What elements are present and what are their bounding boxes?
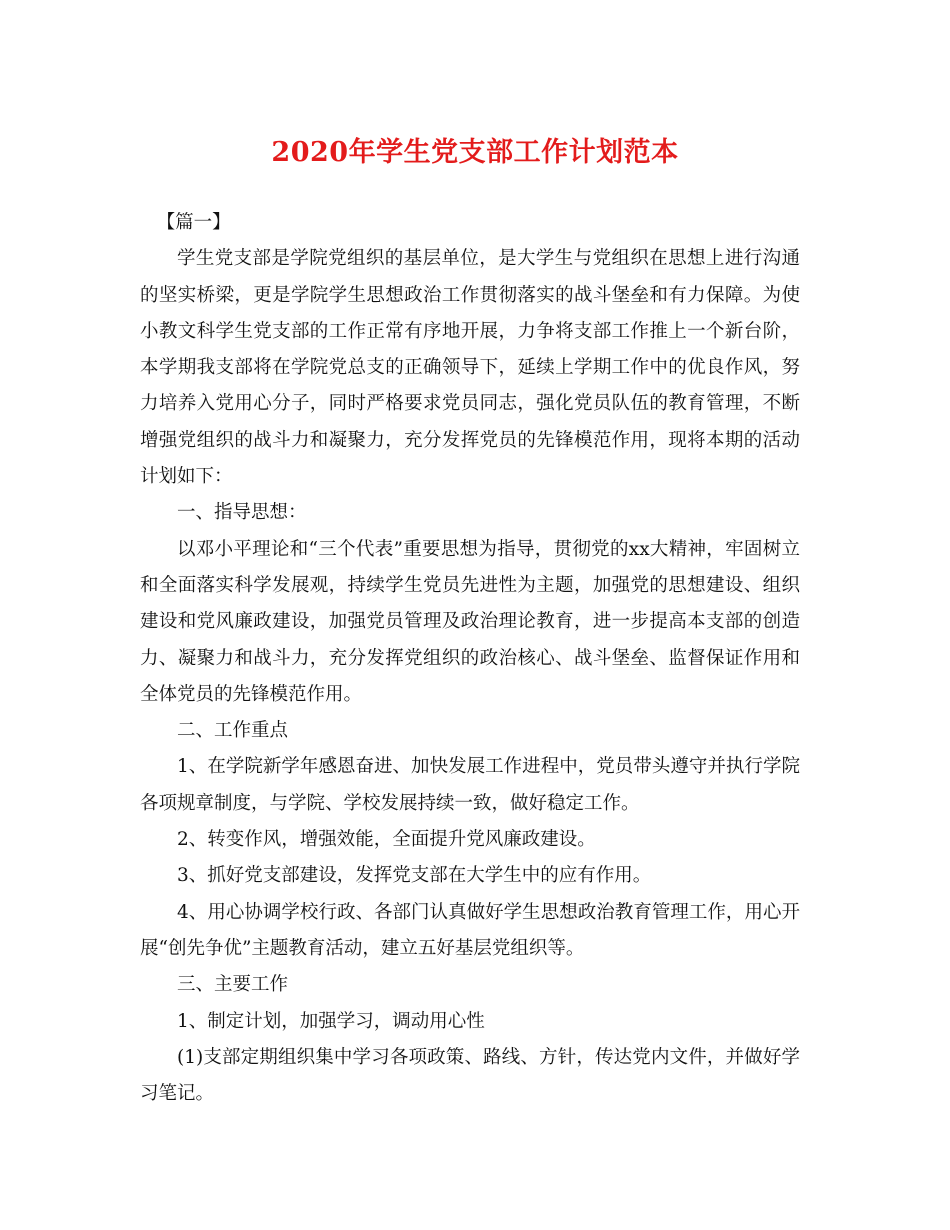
guiding-thought-paragraph: 以邓小平理论和“三个代表”重要思想为指导，贯彻党的xx大精神，牢固树立和全面落实科学发展观，持续学生党员先进性为主题，加强党的思想建设、组织建设和党风廉政建设，加强党员管理及政治理论教育，进一步提高本支部的创造力、凝聚力和战斗力，充分发挥党组织的政治核心、战斗堡垒、监督保证作用和全体党员的先锋模范作用。	[140, 538, 800, 705]
intro-paragraph: 学生党支部是学院党组织的基层单位，是大学生与党组织在思想上进行沟通的坚实桥梁，更是学院学生思想政治工作贯彻落实的战斗堡垒和有力保障。为使小教文科学生党支部的工作正常有序地开展，力争将支部工作推上一个新台阶，本学期我支部将在学院党总支的正确领导下，延续上学期工作中的优良作风，努力培养入党用心分子，同时严格要求党员同志，强化党员队伍的教育管理，不断增强党组织的战斗力和凝聚力，充分发挥党员的先锋模范作用，现将本期的活动计划如下：	[140, 248, 800, 488]
work-focus-item-1: 1、在学院新学年感恩奋进、加快发展工作进程中，党员带头遵守并执行学院各项规章制度，与学院、学校发展持续一致，做好稳定工作。	[140, 756, 800, 814]
section-heading-work-focus: 二、工作重点	[177, 720, 289, 742]
main-work-subitem-1: (1)支部定期组织集中学习各项政策、路线、方针，传达党内文件，并做好学习笔记。	[140, 1046, 800, 1105]
document-title: 2020年学生党支部工作计划范本	[271, 137, 679, 168]
section-heading-guiding-thought: 一、指导思想：	[177, 502, 307, 524]
work-focus-item-2: 2、转变作风，增强效能，全面提升党风廉政建设。	[177, 829, 596, 851]
work-focus-item-3: 3、抓好党支部建设，发挥党支部在大学生中的应有作用。	[177, 865, 652, 887]
work-focus-item-4: 4、用心协调学校行政、各部门认真做好学生思想政治教育管理工作，用心开展“创先争优”主题教育活动，建立五好基层党组织等。	[140, 901, 800, 959]
section-marker-pian-yi: 【篇一】	[156, 212, 231, 233]
main-work-item-1: 1、制定计划，加强学习，调动用心性	[177, 1010, 485, 1032]
document-body	[140, 205, 800, 1112]
section-heading-main-work: 三、主要工作	[177, 974, 289, 996]
